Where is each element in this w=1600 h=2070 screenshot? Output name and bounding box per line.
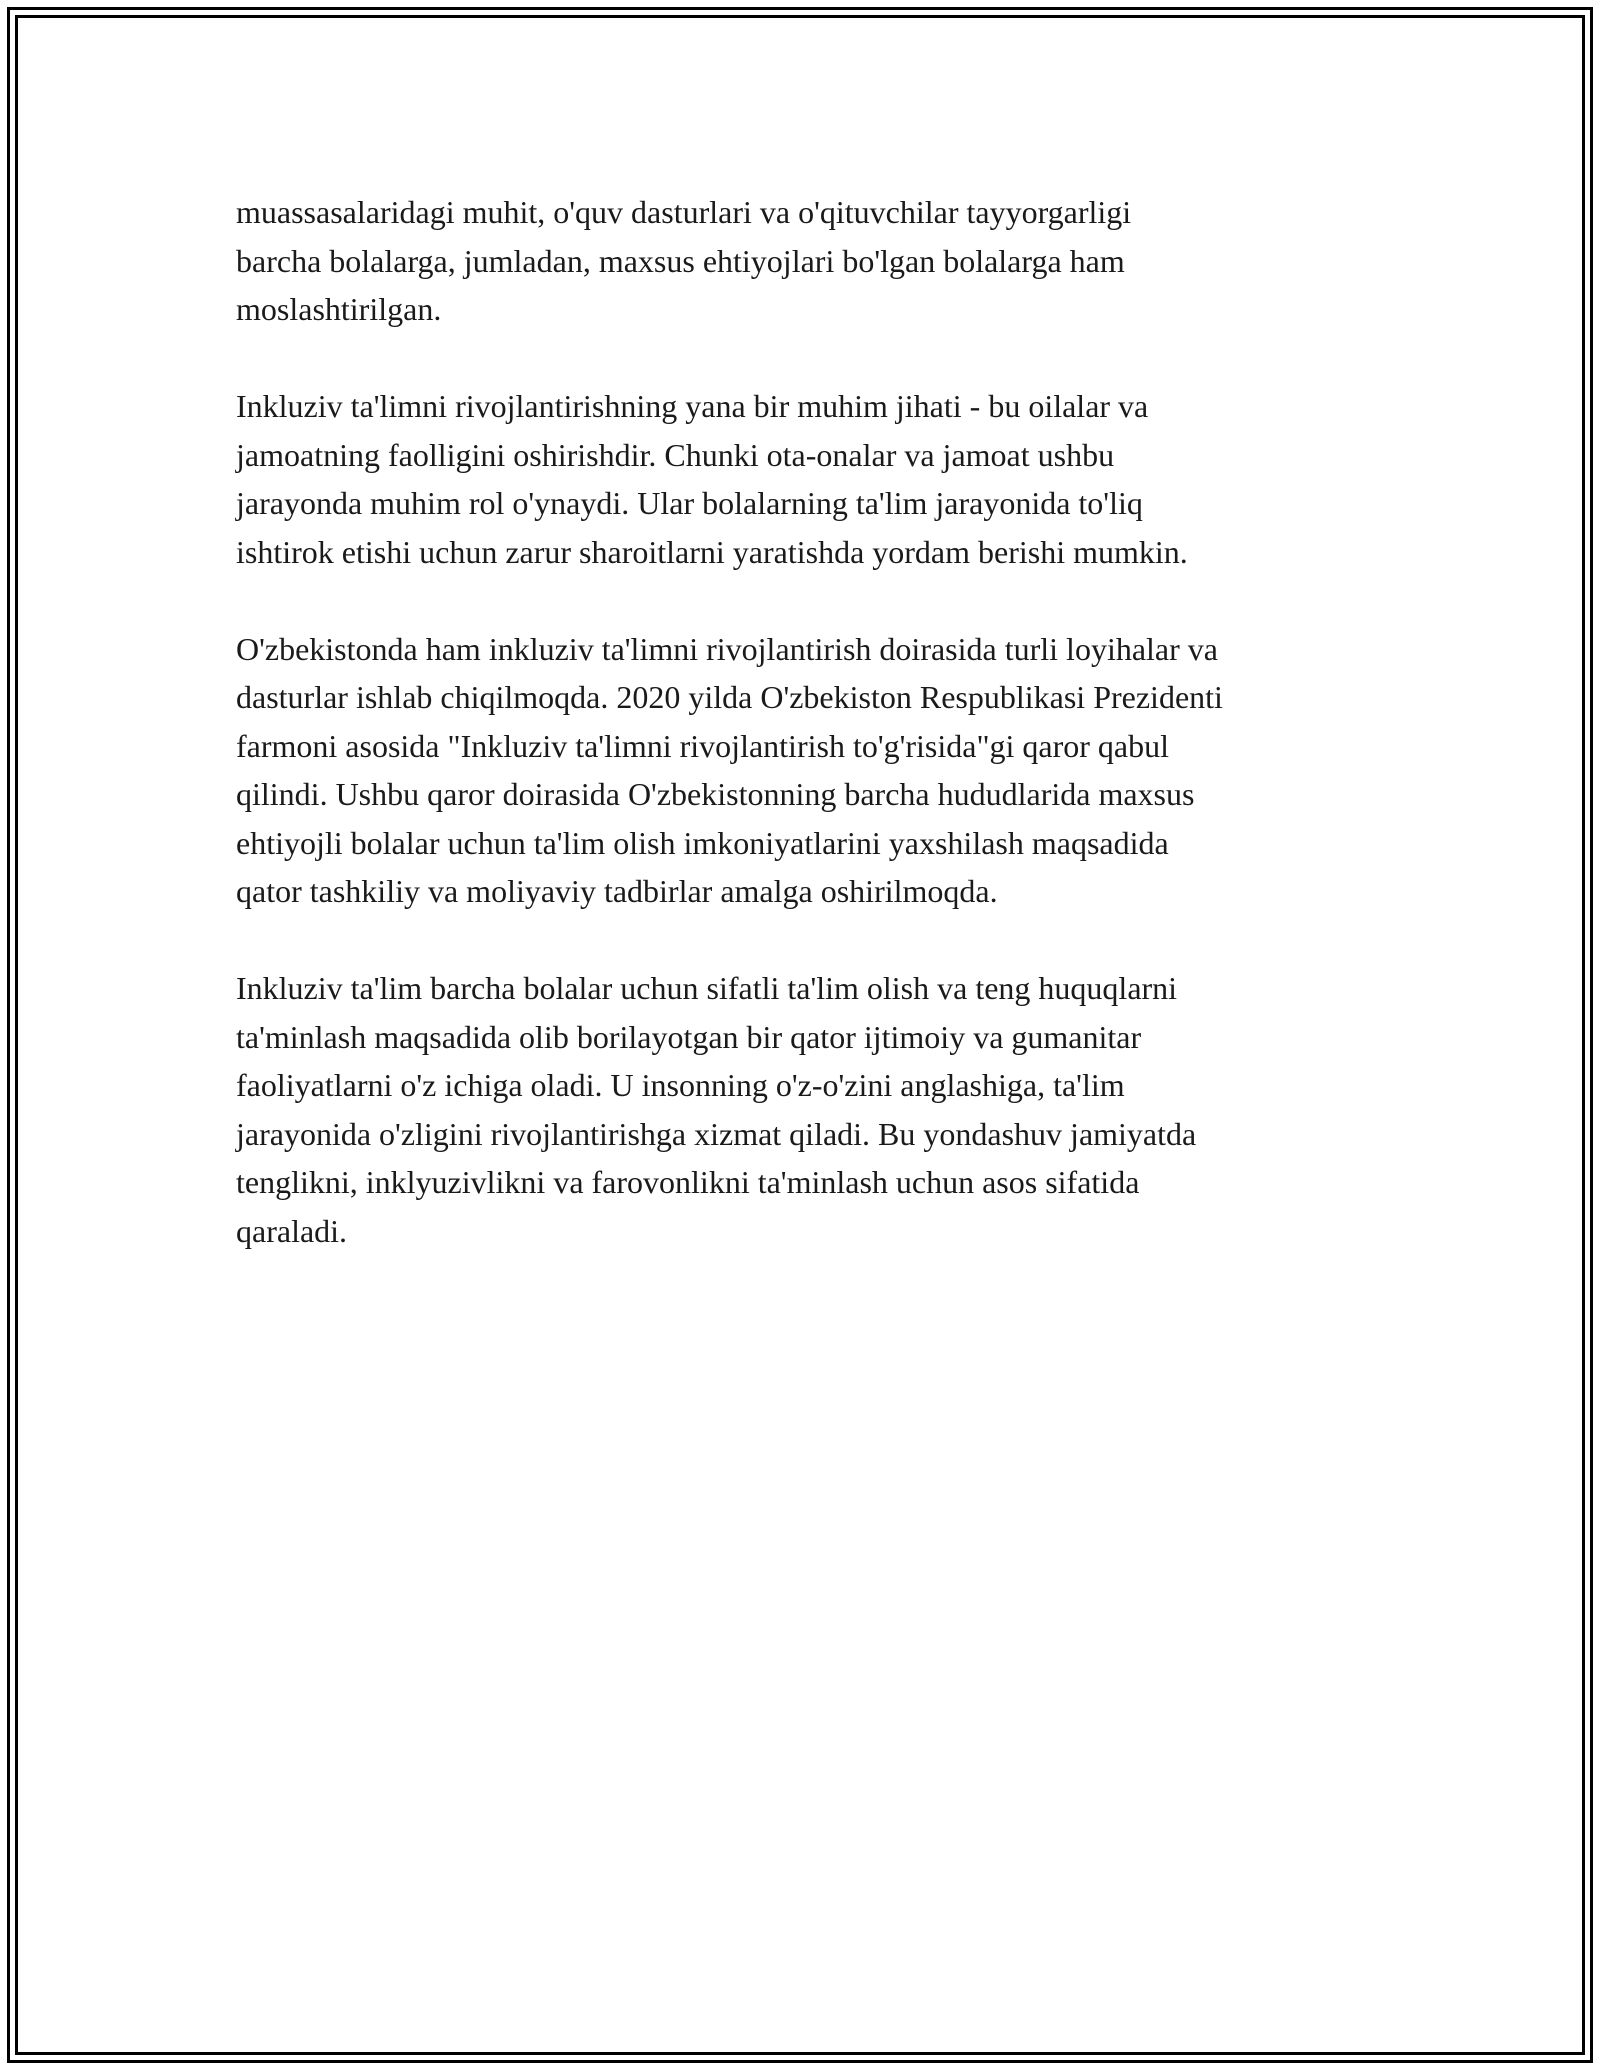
text-line: qator tashkiliy va moliyaviy tadbirlar amalga oshirilmoqda. (236, 873, 998, 909)
text-line: barcha bolalarga, jumladan, maxsus ehtiyojlari bo'lgan bolalarga ham (236, 242, 1125, 279)
text-line: farmoni asosida "Inkluziv ta'limni rivojlantirish to'g'risida"gi qaror qabul (236, 727, 1170, 764)
text-line: dasturlar ishlab chiqilmoqda. 2020 yilda O'zbekiston Respublikasi Prezidenti (236, 679, 1223, 715)
text-line: moslashtirilgan. (236, 291, 442, 327)
paragraph-4 (236, 964, 1386, 1255)
paragraph-3 (236, 625, 1386, 916)
text-line: ishtirok etishi uchun zarur sharoitlarni yaratishda yordam berishi mumkin. (236, 533, 1188, 570)
text-line: O'zbekistonda ham inkluziv ta'limni rivojlantirish doirasida turli loyihalar va (236, 630, 1218, 667)
text-line: faoliyatlarni o'z ichiga oladi. U insonning o'z-o'zini anglashiga, ta'lim (236, 1067, 1125, 1103)
text-line: qaraladi. (236, 1212, 348, 1249)
paragraph-2 (236, 382, 1386, 576)
document-body (236, 188, 1386, 1304)
text-line: Inkluziv ta'limni rivojlantirishning yana bir muhim jihati - bu oilalar va (236, 388, 1149, 424)
text-line: ehtiyojli bolalar uchun ta'lim olish imkoniyatlarini yaxshilash maqsadida (236, 824, 1169, 861)
text-line: ta'minlash maqsadida olib borilayotgan bir qator ijtimoiy va gumanitar (236, 1018, 1142, 1055)
paragraph-1 (236, 188, 1386, 334)
text-line: Inkluziv ta'lim barcha bolalar uchun sifatli ta'lim olish va teng huquqlarni (236, 970, 1178, 1006)
text-line: jarayonida o'zligini rivojlantirishga xizmat qiladi. Bu yondashuv jamiyatda (236, 1115, 1197, 1152)
text-line: qilindi. Ushbu qaror doirasida O'zbekistonning barcha hududlarida maxsus (236, 776, 1195, 812)
text-line: jamoatning faolligini oshirishdir. Chunki ota-onalar va jamoat ushbu (236, 436, 1115, 473)
text-line: muassasalaridagi muhit, o'quv dasturlari va o'qituvchilar tayyorgarligi (236, 194, 1132, 230)
text-line: tenglikni, inklyuzivlikni va farovonlikni ta'minlash uchun asos sifatida (236, 1164, 1140, 1200)
text-line: jarayonda muhim rol o'ynaydi. Ular bolalarning ta'lim jarayonida to'liq (236, 485, 1143, 521)
